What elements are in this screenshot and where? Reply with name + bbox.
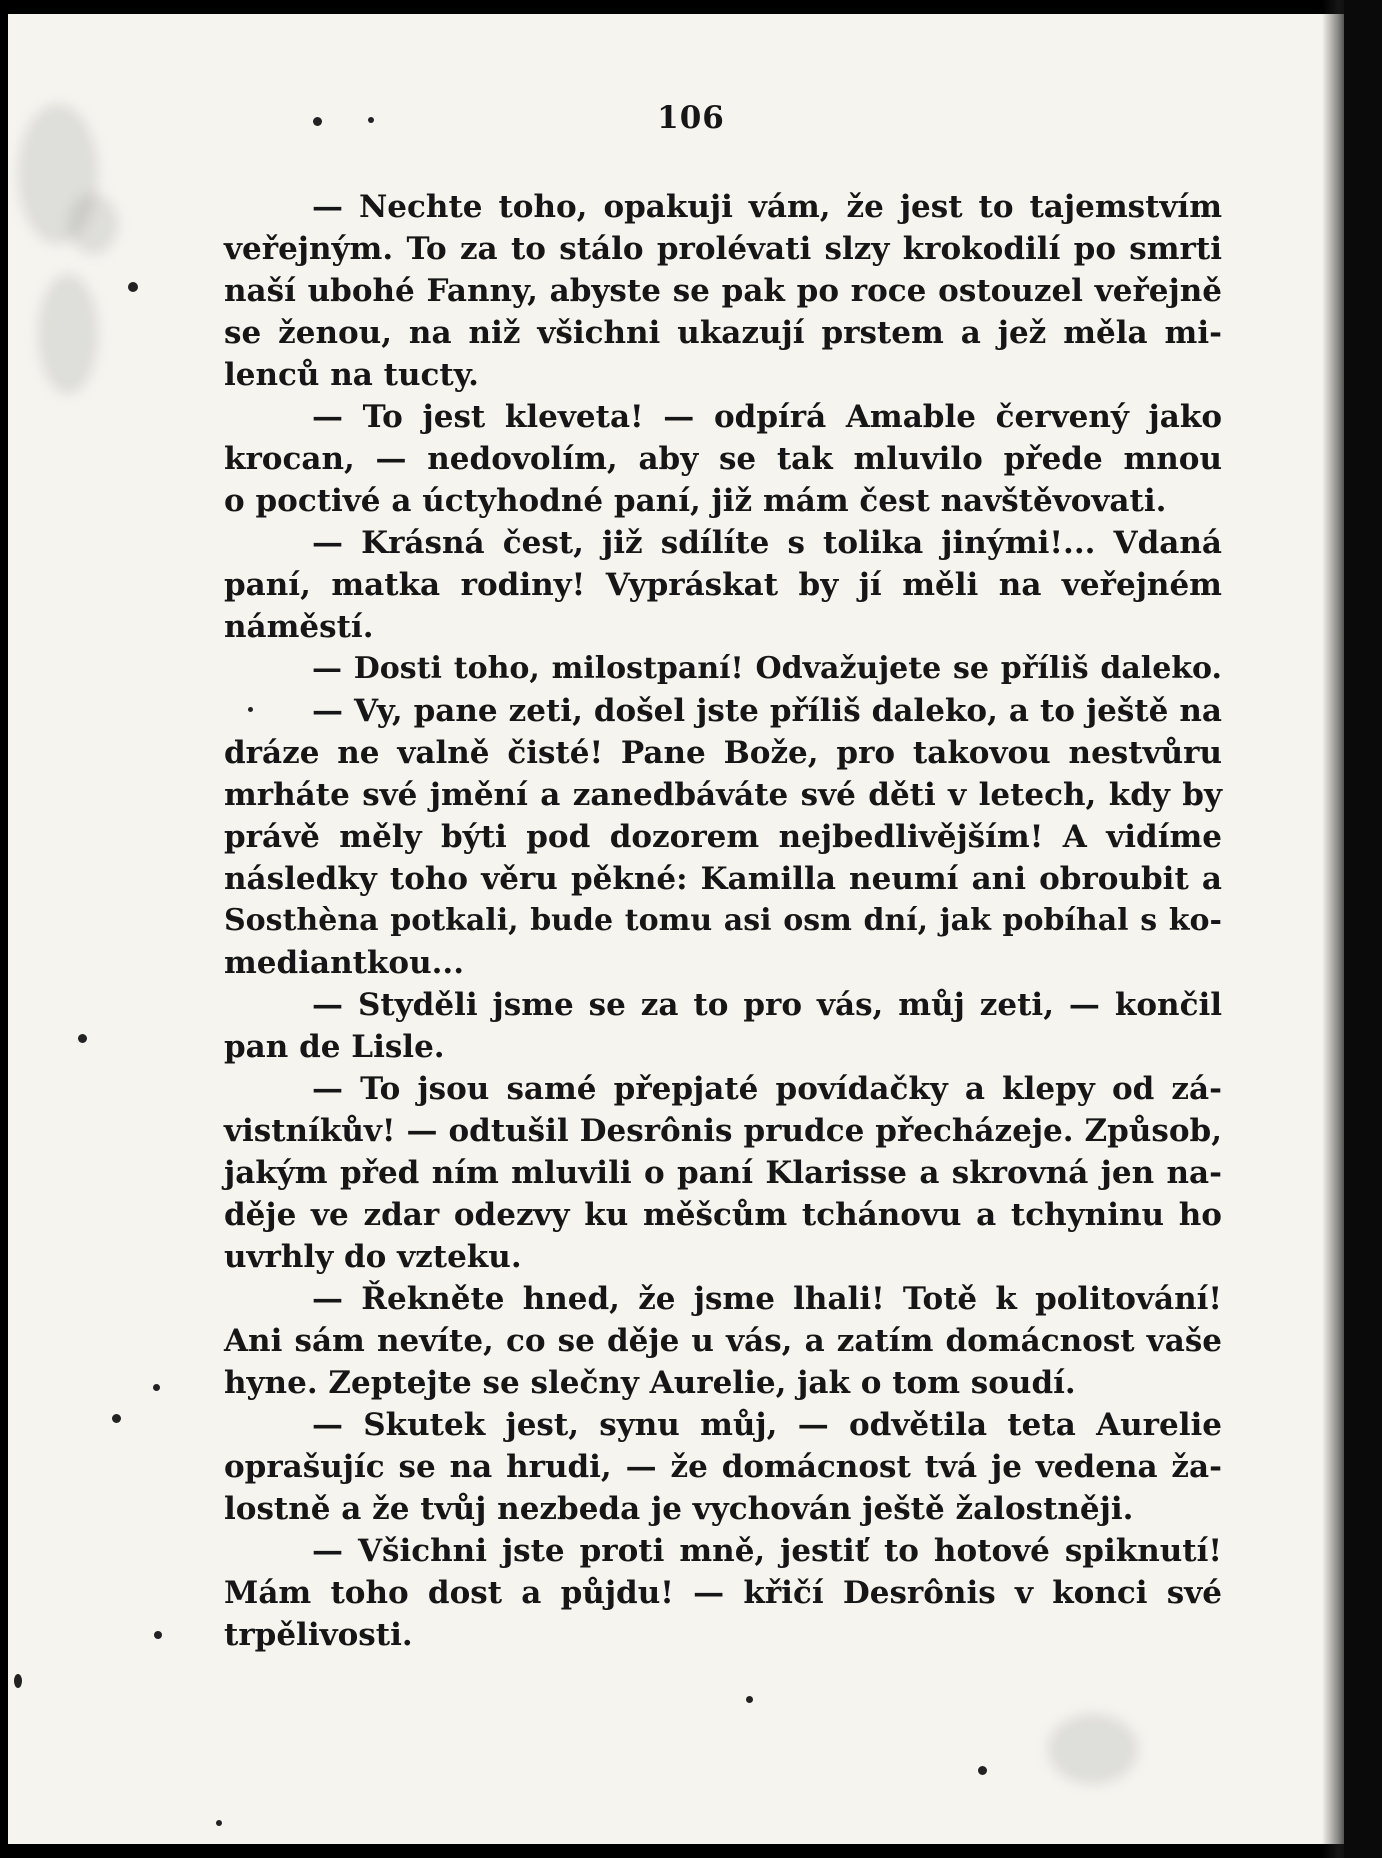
text-line: náměstí. (224, 609, 374, 645)
text-line: mediantkou... (224, 945, 464, 981)
text-line: — Vy, pane zeti, došel jste příliš daleko, a to ještě na (312, 693, 1222, 729)
text-line: oprašujíc se na hrudi, — že domácnost tvá je vedena ža- (224, 1449, 1222, 1485)
ink-speck (746, 1696, 753, 1703)
text-line: — To jsou samé přepjaté povídačky a klepy od zá- (312, 1071, 1222, 1107)
text-line: naší ubohé Fanny, abyste se pak po roce ostouzel veřejně (224, 273, 1222, 309)
text-line: Sosthèna potkali, bude tomu asi osm dní, jak pobíhal s ko- (224, 903, 1222, 938)
book-binding-edge (1344, 0, 1382, 1858)
margin-smudge (38, 274, 98, 394)
text-line: vistníkův! — odtušil Desrônis prudce přecházeje. Způsob, (224, 1113, 1222, 1149)
ink-speck (112, 1414, 121, 1423)
body-text (224, 186, 1222, 1656)
text-line: následky toho věru pěkné: Kamilla neumí ani obroubit a (224, 861, 1222, 897)
text-line: mrháte své jmění a zanedbáváte své děti v letech, kdy by (224, 777, 1222, 813)
text-line: právě měly býti pod dozorem nejbedlivějším! A vidíme (224, 819, 1222, 855)
text-line: lenců na tucty. (224, 357, 479, 393)
text-line: — Styděli jsme se za to pro vás, můj zeti, — končil (312, 987, 1222, 1023)
text-line: dráze ne valně čisté! Pane Bože, pro takovou nestvůru (224, 735, 1222, 771)
ink-speck (14, 1674, 22, 1688)
ink-speck (154, 1631, 162, 1639)
text-line: jakým před ním mluvili o paní Klarisse a skrovná jen na- (224, 1155, 1222, 1191)
ink-speck (153, 1384, 160, 1391)
text-line: trpělivosti. (224, 1617, 413, 1653)
text-line: lostně a že tvůj nezbeda je vychován ještě žalostněji. (224, 1491, 1134, 1527)
ink-speck (78, 1034, 87, 1043)
ink-speck (128, 282, 138, 292)
page-number: 106 (657, 100, 725, 136)
text-line: — Krásná čest, již sdílíte s tolika jinými!... Vdaná (312, 525, 1222, 561)
text-line: — Řekněte hned, že jsme lhali! Totě k politování! (312, 1281, 1222, 1317)
text-line: — Skutek jest, synu můj, — odvětila teta Aurelie (312, 1407, 1222, 1443)
text-line: Ani sám nevíte, co se děje u vás, a zatím domácnost vaše (224, 1323, 1222, 1359)
margin-smudge (68, 194, 118, 254)
text-line: o poctivé a úctyhodné paní, již mám čest navštěvovati. (224, 483, 1167, 519)
text-line: paní, matka rodiny! Vypráskat by jí měli na veřejném (224, 567, 1222, 603)
text-line: — Nechte toho, opakuji vám, že jest to tajemstvím (312, 189, 1222, 225)
ink-speck (216, 1820, 222, 1826)
text-line: se ženou, na niž všichni ukazují prstem a jež měla mi- (224, 315, 1222, 351)
text-line: — Dosti toho, milostpaní! Odvažujete se příliš daleko. (312, 651, 1222, 686)
text-line: — Všichni jste proti mně, jestiť to hotové spiknutí! (312, 1533, 1222, 1569)
text-line: — To jest kleveta! — odpírá Amable červený jako (312, 399, 1222, 435)
text-line: krocan, — nedovolím, aby se tak mluvilo přede mnou (224, 441, 1222, 477)
text-line: Mám toho dost a půjdu! — křičí Desrônis v konci své (224, 1575, 1222, 1611)
text-line: děje ve zdar odezvy ku měšcům tchánovu a tchyninu ho (224, 1197, 1222, 1233)
text-line: hyne. Zeptejte se slečny Aurelie, jak o tom soudí. (224, 1365, 1076, 1401)
text-line: pan de Lisle. (224, 1029, 445, 1065)
text-line: veřejným. To za to stálo prolévati slzy krokodilí po smrti (224, 231, 1222, 267)
margin-smudge (1048, 1714, 1138, 1784)
text-line: uvrhly do vzteku. (224, 1239, 522, 1275)
ink-speck (978, 1766, 987, 1775)
